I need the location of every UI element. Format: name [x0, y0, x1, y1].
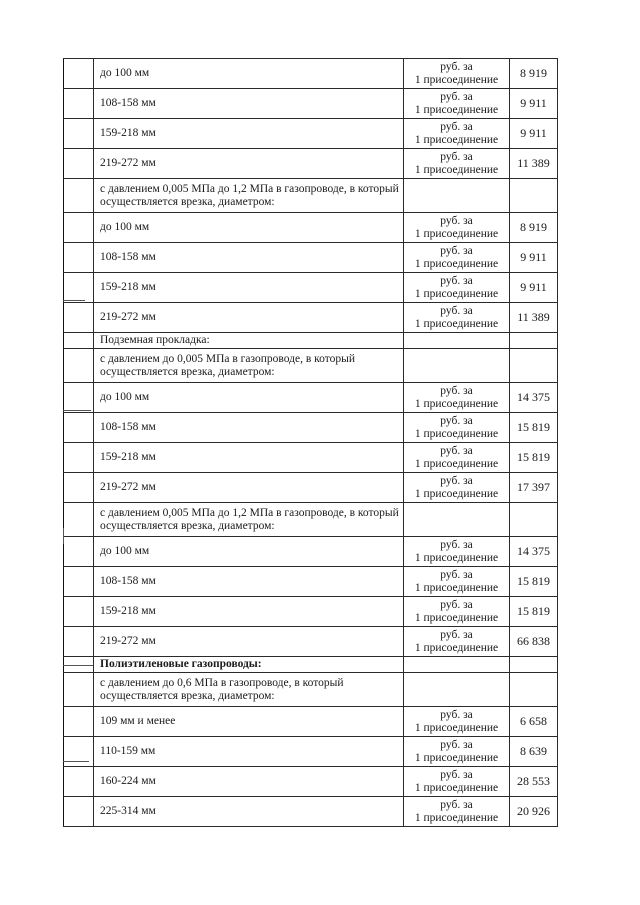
unit-cell — [404, 567, 510, 597]
empty-cell — [404, 333, 510, 349]
unit-text: 1 присоединение — [414, 811, 499, 824]
unit-cell — [404, 627, 510, 657]
empty-cell — [510, 657, 558, 673]
subheading-row — [64, 503, 558, 537]
empty-cell — [510, 179, 558, 213]
unit-text: руб. за — [440, 304, 473, 317]
diameter-cell: 108-158 мм — [94, 89, 404, 119]
unit-text: 1 присоединение — [414, 133, 499, 146]
row-number-cell — [64, 243, 94, 273]
unit-text: руб. за — [440, 444, 473, 457]
row-number-cell — [64, 673, 94, 707]
unit-cell — [404, 383, 510, 413]
diameter-cell: 219-272 мм — [94, 473, 404, 503]
row-number-cell — [64, 349, 94, 383]
price-cell: 6 658 — [510, 707, 558, 737]
row-number-cell — [64, 737, 94, 767]
diameter-cell: до 100 мм — [94, 383, 404, 413]
tariff-row — [64, 537, 558, 567]
unit-cell — [404, 537, 510, 567]
row-number-cell — [64, 413, 94, 443]
price-cell: 15 819 — [510, 567, 558, 597]
subheading-row — [64, 333, 558, 349]
unit-text: руб. за — [440, 384, 473, 397]
diameter-cell: до 100 мм — [94, 213, 404, 243]
tariff-row — [64, 303, 558, 333]
row-number-cell — [64, 179, 94, 213]
diameter-cell: до 100 мм — [94, 59, 404, 89]
unit-text: руб. за — [440, 768, 473, 781]
tariff-table — [63, 58, 558, 827]
empty-cell — [404, 673, 510, 707]
diameter-cell: 159-218 мм — [94, 443, 404, 473]
tariff-row — [64, 567, 558, 597]
empty-cell — [510, 333, 558, 349]
unit-text: руб. за — [440, 120, 473, 133]
unit-text: 1 присоединение — [414, 581, 499, 594]
row-number-cell — [64, 149, 94, 179]
unit-text: руб. за — [440, 538, 473, 551]
price-cell: 66 838 — [510, 627, 558, 657]
empty-cell — [404, 179, 510, 213]
scan-mark — [63, 761, 89, 762]
price-cell: 28 553 — [510, 767, 558, 797]
unit-text: 1 присоединение — [414, 457, 499, 470]
scan-mark — [63, 665, 93, 666]
diameter-cell: 219-272 мм — [94, 303, 404, 333]
row-number-cell — [64, 537, 94, 567]
unit-text: руб. за — [440, 798, 473, 811]
unit-text: 1 присоединение — [414, 257, 499, 270]
price-cell: 9 911 — [510, 89, 558, 119]
diameter-cell: 159-218 мм — [94, 273, 404, 303]
section-heading-row — [64, 657, 558, 673]
price-cell: 15 819 — [510, 413, 558, 443]
price-cell: 8 919 — [510, 213, 558, 243]
group-description: с давлением 0,005 МПа до 1,2 МПа в газопроводе, в который осуществляется врезка, диаметром: — [94, 503, 404, 537]
unit-text: руб. за — [440, 628, 473, 641]
row-number-cell — [64, 89, 94, 119]
unit-text: руб. за — [440, 274, 473, 287]
unit-cell — [404, 767, 510, 797]
unit-text: 1 присоединение — [414, 287, 499, 300]
row-number-cell — [64, 213, 94, 243]
row-number-cell — [64, 797, 94, 827]
row-number-cell — [64, 273, 94, 303]
price-cell: 15 819 — [510, 443, 558, 473]
price-cell: 11 389 — [510, 303, 558, 333]
empty-cell — [404, 349, 510, 383]
unit-text: руб. за — [440, 598, 473, 611]
unit-text: руб. за — [440, 474, 473, 487]
unit-text: 1 присоединение — [414, 721, 499, 734]
scan-mark — [63, 300, 85, 301]
row-number-cell — [64, 119, 94, 149]
price-cell: 9 911 — [510, 273, 558, 303]
unit-cell — [404, 89, 510, 119]
price-cell: 15 819 — [510, 597, 558, 627]
unit-cell — [404, 473, 510, 503]
tariff-row — [64, 443, 558, 473]
row-number-cell — [64, 503, 94, 537]
diameter-cell: до 100 мм — [94, 537, 404, 567]
group-description: Подземная прокладка: — [94, 333, 404, 349]
price-cell: 20 926 — [510, 797, 558, 827]
empty-cell — [510, 349, 558, 383]
tariff-row — [64, 737, 558, 767]
diameter-cell: 160-224 мм — [94, 767, 404, 797]
unit-text: руб. за — [440, 244, 473, 257]
group-description: с давлением до 0,005 МПа в газопроводе, в который осуществляется врезка, диаметром: — [94, 349, 404, 383]
diameter-cell: 225-314 мм — [94, 797, 404, 827]
price-cell: 14 375 — [510, 383, 558, 413]
row-number-cell — [64, 707, 94, 737]
price-cell: 17 397 — [510, 473, 558, 503]
unit-text: руб. за — [440, 414, 473, 427]
price-cell: 8 919 — [510, 59, 558, 89]
price-cell: 11 389 — [510, 149, 558, 179]
tariff-row — [64, 627, 558, 657]
unit-cell — [404, 213, 510, 243]
unit-text: 1 присоединение — [414, 73, 499, 86]
price-cell: 9 911 — [510, 243, 558, 273]
unit-text: 1 присоединение — [414, 317, 499, 330]
subheading-row — [64, 673, 558, 707]
unit-text: руб. за — [440, 150, 473, 163]
row-number-cell — [64, 443, 94, 473]
diameter-cell: 159-218 мм — [94, 597, 404, 627]
tariff-row — [64, 383, 558, 413]
row-number-cell — [64, 59, 94, 89]
tariff-table-body — [64, 59, 558, 827]
empty-cell — [404, 657, 510, 673]
unit-cell — [404, 119, 510, 149]
unit-text: 1 присоединение — [414, 611, 499, 624]
row-number-cell — [64, 473, 94, 503]
unit-text: 1 присоединение — [414, 641, 499, 654]
unit-text: 1 присоединение — [414, 227, 499, 240]
unit-text: 1 присоединение — [414, 551, 499, 564]
row-number-cell — [64, 303, 94, 333]
row-number-cell — [64, 597, 94, 627]
unit-cell — [404, 303, 510, 333]
unit-cell — [404, 737, 510, 767]
tariff-row — [64, 59, 558, 89]
empty-cell — [510, 673, 558, 707]
unit-text: руб. за — [440, 214, 473, 227]
row-number-cell — [64, 383, 94, 413]
unit-text: руб. за — [440, 738, 473, 751]
empty-cell — [510, 503, 558, 537]
unit-cell — [404, 797, 510, 827]
group-description: с давлением до 0,6 МПа в газопроводе, в который осуществляется врезка, диаметром: — [94, 673, 404, 707]
unit-cell — [404, 597, 510, 627]
unit-text: 1 присоединение — [414, 397, 499, 410]
unit-cell — [404, 273, 510, 303]
diameter-cell: 108-158 мм — [94, 567, 404, 597]
subheading-row — [64, 349, 558, 383]
subheading-row — [64, 179, 558, 213]
tariff-row — [64, 243, 558, 273]
unit-text: 1 присоединение — [414, 751, 499, 764]
unit-text: руб. за — [440, 708, 473, 721]
tariff-row — [64, 597, 558, 627]
unit-text: 1 присоединение — [414, 427, 499, 440]
diameter-cell: 219-272 мм — [94, 149, 404, 179]
tariff-row — [64, 89, 558, 119]
unit-text: руб. за — [440, 90, 473, 103]
unit-text: руб. за — [440, 60, 473, 73]
group-description: с давлением 0,005 МПа до 1,2 МПа в газопроводе, в который осуществляется врезка, диаметром: — [94, 179, 404, 213]
row-number-cell — [64, 767, 94, 797]
unit-text: 1 присоединение — [414, 163, 499, 176]
diameter-cell: 110-159 мм — [94, 737, 404, 767]
diameter-cell: 159-218 мм — [94, 119, 404, 149]
diameter-cell: 108-158 мм — [94, 243, 404, 273]
unit-cell — [404, 149, 510, 179]
scan-mark — [63, 528, 64, 544]
row-number-cell — [64, 627, 94, 657]
unit-text: 1 присоединение — [414, 487, 499, 500]
empty-cell — [404, 503, 510, 537]
tariff-row — [64, 149, 558, 179]
price-cell: 8 639 — [510, 737, 558, 767]
unit-text: 1 присоединение — [414, 781, 499, 794]
unit-cell — [404, 59, 510, 89]
unit-cell — [404, 707, 510, 737]
tariff-row — [64, 767, 558, 797]
diameter-cell: 219-272 мм — [94, 627, 404, 657]
section-title: Полиэтиленовые газопроводы: — [94, 657, 404, 673]
tariff-row — [64, 797, 558, 827]
unit-cell — [404, 443, 510, 473]
scan-mark — [63, 410, 91, 411]
price-cell: 9 911 — [510, 119, 558, 149]
price-cell: 14 375 — [510, 537, 558, 567]
unit-text: 1 присоединение — [414, 103, 499, 116]
unit-cell — [404, 413, 510, 443]
tariff-row — [64, 213, 558, 243]
tariff-row — [64, 273, 558, 303]
tariff-row — [64, 473, 558, 503]
tariff-row — [64, 413, 558, 443]
unit-text: руб. за — [440, 568, 473, 581]
diameter-cell: 108-158 мм — [94, 413, 404, 443]
unit-cell — [404, 243, 510, 273]
tariff-row — [64, 119, 558, 149]
row-number-cell — [64, 567, 94, 597]
row-number-cell — [64, 333, 94, 349]
tariff-row — [64, 707, 558, 737]
diameter-cell: 109 мм и менее — [94, 707, 404, 737]
